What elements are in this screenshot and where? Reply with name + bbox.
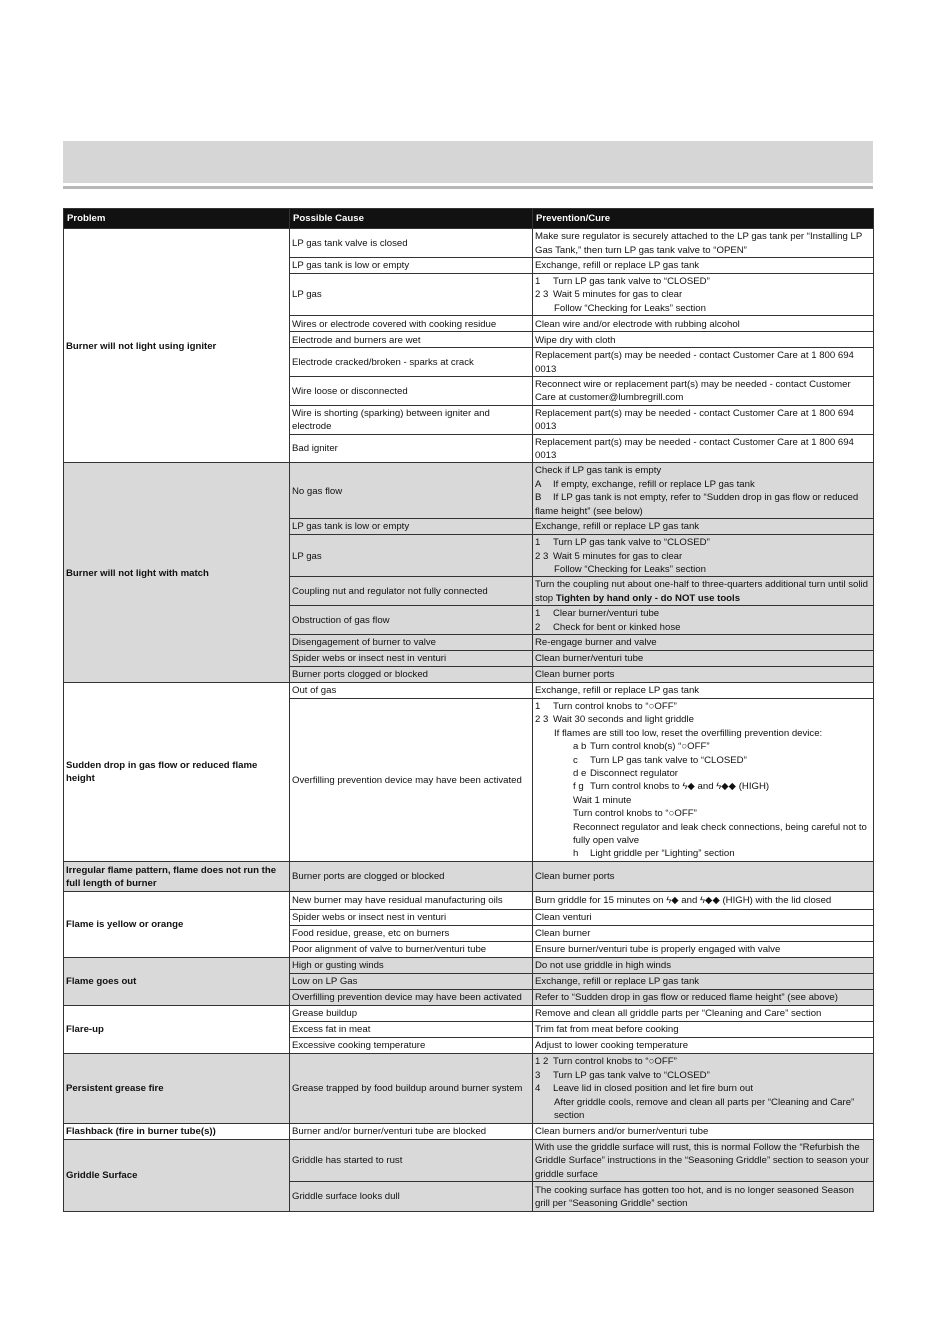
cure-cell [533, 650, 874, 666]
cure-line [535, 607, 871, 620]
cure-text: Wipe dry with cloth [535, 334, 616, 346]
cause-cell: New burner may have residual manufacturing oils [290, 891, 533, 909]
problem-cell: Persistent grease fire [64, 1053, 290, 1123]
cause-cell: Wire is shorting (sparking) between igniter and electrode [290, 405, 533, 434]
cure-text: Turn the coupling nut about one-half to three-quarters additional turn until solid stop [535, 579, 868, 604]
cure-text: Exchange, refill or replace LP gas tank [535, 976, 700, 988]
cure-cell [533, 891, 874, 909]
cure-line [535, 230, 871, 257]
cause-cell: Burner ports are clogged or blocked [290, 861, 533, 891]
cure-line [535, 436, 871, 463]
table-row [64, 957, 874, 973]
table-row [64, 1005, 874, 1021]
cure-line [535, 991, 871, 1004]
cure-line [535, 713, 871, 726]
cause-cell: Griddle surface looks dull [290, 1182, 533, 1212]
cure-line [535, 911, 871, 924]
step-number: d e [573, 768, 587, 780]
cure-line [535, 959, 871, 972]
step-number: c [573, 754, 578, 766]
problem-cell: Burner will not light using igniter [64, 229, 290, 463]
cure-cell [533, 861, 874, 891]
cure-text: If empty, exchange, refill or replace LP gas tank [553, 478, 755, 490]
cure-text: Leave lid in closed position and let fire burn out [553, 1083, 753, 1095]
cause-cell: Electrode and burners are wet [290, 332, 533, 348]
cure-text: Disconnect regulator [590, 768, 678, 780]
cure-text: If LP gas tank is not empty, refer to “Sudden drop in gas flow or reduced flame height” (see below) [535, 492, 859, 517]
cure-text: Exchange, refill or replace LP gas tank [535, 685, 700, 697]
cure-text: Exchange, refill or replace LP gas tank [535, 260, 700, 272]
cure-cell [533, 377, 874, 406]
cure-line [535, 288, 871, 301]
cause-cell: Electrode cracked/broken - sparks at crack [290, 348, 533, 377]
cure-cell [533, 682, 874, 698]
cause-cell: Wires or electrode covered with cooking residue [290, 316, 533, 332]
cure-cell [533, 332, 874, 348]
cure-line [535, 1096, 871, 1123]
cure-line [535, 975, 871, 988]
cause-cell: Spider webs or insect nest in venturi [290, 650, 533, 666]
cure-cell [533, 1037, 874, 1053]
cure-text: Wait 30 seconds and light griddle [553, 714, 694, 726]
step-number: B [535, 492, 542, 504]
cure-text: Reconnect wire or replacement part(s) may be needed - contact Customer Care at customer@lumbregrill.com [535, 379, 851, 404]
cure-text: Turn control knobs to “○OFF” [553, 701, 677, 712]
cure-text: Turn control knobs to “○OFF” [573, 808, 697, 820]
cure-line [535, 275, 871, 288]
cure-line [535, 302, 871, 315]
cure-cell [533, 258, 874, 274]
cause-cell: Grease buildup [290, 1005, 533, 1021]
cure-text: Adjust to lower cooking temperature [535, 1040, 689, 1052]
table-row [64, 1053, 874, 1123]
cure-cell [533, 1123, 874, 1139]
cure-text: Clean wire and/or electrode with rubbing alcohol [535, 318, 740, 330]
cause-cell: LP gas tank is low or empty [290, 258, 533, 274]
cure-text: The cooking surface has gotten too hot, and is no longer seasoned Season grill per “Seasoning Griddle” section [535, 1184, 854, 1210]
cure-cell [533, 941, 874, 957]
cure-text: Trim fat from meat before cooking [535, 1024, 679, 1036]
problem-cell: Griddle Surface [64, 1139, 290, 1211]
cure-text: Turn control knobs to “○OFF” [553, 1056, 677, 1068]
step-number: A [535, 478, 542, 490]
step-number: 1 [535, 276, 541, 287]
cure-text: Re-engage burner and valve [535, 637, 657, 649]
cause-cell: Burner ports clogged or blocked [290, 666, 533, 682]
cure-cell [533, 666, 874, 682]
cure-text: Follow “Checking for Leaks” section [554, 563, 706, 575]
step-number: 2 3 [535, 289, 549, 301]
cure-cell [533, 909, 874, 925]
cure-text: Turn control knobs to ϟ◆ and ϟ◆◆ (HIGH) [590, 781, 770, 793]
cure-text: Clean burners and/or burner/venturi tube [535, 1126, 709, 1138]
cure-line [535, 407, 871, 434]
cure-line [535, 847, 871, 860]
cause-cell: Griddle has started to rust [290, 1139, 533, 1181]
cure-text: If flames are still too low, reset the overfilling prevention device: [554, 727, 823, 739]
cause-cell: Wire loose or disconnected [290, 377, 533, 406]
table-row [64, 861, 874, 891]
cure-text: Replacement part(s) may be needed - contact Customer Care at 1 800 694 0013 [535, 350, 854, 375]
banner-rule [63, 186, 873, 189]
cure-text: Turn LP gas tank valve to “CLOSED” [553, 537, 710, 549]
cure-line [535, 1082, 871, 1095]
cause-cell: Overfilling prevention device may have been activated [290, 989, 533, 1005]
cure-text: Replacement part(s) may be needed - contact Customer Care at 1 800 694 0013 [535, 407, 854, 433]
header-problem: Problem [64, 209, 290, 229]
step-number: 2 [535, 621, 541, 633]
cure-line [535, 349, 871, 376]
cure-line [535, 520, 871, 533]
cure-line [535, 1184, 871, 1211]
cure-text: Wait 5 minutes for gas to clear [553, 289, 683, 301]
cause-cell: LP gas tank valve is closed [290, 229, 533, 258]
cause-cell: Excess fat in meat [290, 1021, 533, 1037]
cure-cell [533, 1005, 874, 1021]
cure-text: Burn griddle for 15 minutes on ϟ◆ and ϟ◆◆ (HIGH) with the lid closed [535, 895, 832, 907]
table-row [64, 891, 874, 909]
cure-cell [533, 1021, 874, 1037]
cure-line [535, 700, 871, 713]
cause-cell: LP gas tank is low or empty [290, 519, 533, 535]
cure-cell [533, 1053, 874, 1123]
cure-line [535, 378, 871, 405]
cure-cell [533, 698, 874, 861]
cure-text: Replacement part(s) may be needed - contact Customer Care at 1 800 694 0013 [535, 436, 854, 462]
troubleshooting-table [63, 208, 874, 1212]
cause-cell: Low on LP Gas [290, 973, 533, 989]
cure-cell [533, 989, 874, 1005]
cause-cell: LP gas [290, 535, 533, 577]
cure-text: Turn LP gas tank valve to “CLOSED” [553, 1069, 710, 1081]
cure-emphasis: Tighten by hand only - do NOT use tools [555, 592, 741, 604]
cure-line [535, 259, 871, 272]
table-row [64, 1123, 874, 1139]
cure-cell [533, 519, 874, 535]
cure-text: Clear burner/venturi tube [553, 608, 660, 620]
step-number: 1 [535, 701, 541, 712]
cure-line [535, 767, 871, 780]
step-number: f g [573, 781, 584, 793]
cure-text: Clean burner ports [535, 871, 615, 883]
problem-cell: Flame is yellow or orange [64, 891, 290, 957]
cure-cell [533, 463, 874, 519]
cure-line [535, 727, 871, 740]
cure-line [535, 927, 871, 940]
cure-line [535, 1141, 871, 1181]
step-number: h [573, 848, 579, 860]
cure-text: Do not use griddle in high winds [535, 960, 671, 972]
cure-line [535, 684, 871, 697]
cure-line [535, 1039, 871, 1052]
cure-cell [533, 316, 874, 332]
problem-cell: Flare-up [64, 1005, 290, 1053]
cure-line [535, 1125, 871, 1138]
cure-text: Turn LP gas tank valve to “CLOSED” [590, 754, 747, 766]
cure-text: Follow “Checking for Leaks” section [554, 302, 706, 314]
cure-line [535, 794, 871, 807]
cure-text: Light griddle per “Lighting” section [590, 848, 735, 860]
cure-line [535, 780, 871, 793]
cure-cell [533, 434, 874, 463]
cause-cell: Excessive cooking temperature [290, 1037, 533, 1053]
cure-line [535, 870, 871, 883]
cause-cell: Disengagement of burner to valve [290, 634, 533, 650]
cure-line [535, 754, 871, 767]
cure-cell [533, 577, 874, 606]
cure-text: Clean burner/venturi tube [535, 653, 644, 665]
cure-cell [533, 606, 874, 635]
step-number: 1 [535, 537, 541, 549]
problem-cell: Flame goes out [64, 957, 290, 1005]
cause-cell: Bad igniter [290, 434, 533, 463]
table-row [64, 463, 874, 519]
cure-text: With use the griddle surface will rust, this is normal Follow the “Refurbish the Griddle Surface” instructions in the “Seasoning Griddle” section to season your griddle surface [535, 1141, 869, 1180]
cure-line [535, 740, 871, 753]
cure-line [535, 550, 871, 563]
cure-cell [533, 634, 874, 650]
cure-text: Reconnect regulator and leak check connections, being careful not to fully open valve [573, 821, 867, 847]
table-row [64, 229, 874, 258]
cause-cell: Poor alignment of valve to burner/venturi tube [290, 941, 533, 957]
header-prevention-cure: Prevention/Cure [533, 209, 874, 229]
table-header-row [64, 209, 874, 229]
cure-cell [533, 1139, 874, 1181]
cause-cell: No gas flow [290, 463, 533, 519]
cause-cell: Overfilling prevention device may have been activated [290, 698, 533, 861]
cure-line [535, 668, 871, 681]
cause-cell: Spider webs or insect nest in venturi [290, 909, 533, 925]
cure-line [535, 318, 871, 331]
problem-cell: Sudden drop in gas flow or reduced flame height [64, 682, 290, 861]
step-number: 1 2 [535, 1056, 549, 1068]
cure-line [535, 478, 871, 491]
cure-text: Check for bent or kinked hose [553, 621, 681, 633]
cause-cell: Grease trapped by food buildup around burner system [290, 1053, 533, 1123]
cure-text: Turn LP gas tank valve to “CLOSED” [553, 276, 710, 287]
cure-line [535, 807, 871, 820]
cure-line [535, 563, 871, 576]
cure-text: Clean burner [535, 928, 591, 940]
cure-line [535, 1069, 871, 1082]
cure-cell [533, 535, 874, 577]
cure-line [535, 943, 871, 956]
cure-text: Ensure burner/venturi tube is properly engaged with valve [535, 944, 781, 956]
cure-cell [533, 973, 874, 989]
cause-cell: Coupling nut and regulator not fully connected [290, 577, 533, 606]
step-number: 2 3 [535, 714, 549, 726]
cure-line [535, 464, 871, 477]
cure-line [535, 652, 871, 665]
cure-text: Make sure regulator is securely attached to the LP gas tank per “Installing LP Gas Tank,” then turn LP gas tank valve to “OPEN” [535, 231, 863, 256]
cure-line [535, 894, 871, 907]
problem-cell: Burner will not light with match [64, 463, 290, 682]
cause-cell: Food residue, grease, etc on burners [290, 925, 533, 941]
cure-line [535, 1023, 871, 1036]
problem-cell: Flashback (fire in burner tube(s)) [64, 1123, 290, 1139]
cure-line [535, 1007, 871, 1020]
step-number: a b [573, 741, 587, 753]
cure-text: Turn control knob(s) “○OFF” [590, 741, 710, 753]
cure-text: Wait 1 minute [573, 794, 632, 806]
cure-cell [533, 405, 874, 434]
cure-text: Check if LP gas tank is empty [535, 465, 662, 477]
cause-cell: Obstruction of gas flow [290, 606, 533, 635]
section-banner [63, 141, 873, 183]
cure-text: Clean venturi [535, 912, 592, 924]
step-number: 3 [535, 1069, 541, 1081]
step-number: 1 [535, 608, 541, 620]
cure-cell [533, 348, 874, 377]
cure-text: Wait 5 minutes for gas to clear [553, 550, 683, 562]
cure-text: After griddle cools, remove and clean all parts per “Cleaning and Care” section [554, 1096, 855, 1122]
table-row [64, 1139, 874, 1181]
cause-cell: High or gusting winds [290, 957, 533, 973]
cure-cell [533, 957, 874, 973]
cause-cell: LP gas [290, 274, 533, 316]
cure-line [535, 578, 871, 605]
cure-cell [533, 925, 874, 941]
cure-line [535, 621, 871, 634]
cause-cell: Out of gas [290, 682, 533, 698]
cause-cell: Burner and/or burner/venturi tube are blocked [290, 1123, 533, 1139]
step-number: 4 [535, 1083, 541, 1095]
cure-text: Clean burner ports [535, 669, 615, 681]
cure-line [535, 636, 871, 649]
cure-line [535, 491, 871, 518]
table-row [64, 682, 874, 698]
cure-text: Remove and clean all griddle parts per “Cleaning and Care” section [535, 1008, 822, 1020]
step-number: 2 3 [535, 550, 549, 562]
cure-line [535, 821, 871, 848]
cure-text: Refer to “Sudden drop in gas flow or reduced flame height” (see above) [535, 992, 838, 1004]
cure-cell [533, 1182, 874, 1212]
cure-text: Exchange, refill or replace LP gas tank [535, 521, 700, 533]
problem-cell: Irregular flame pattern, flame does not run the full length of burner [64, 861, 290, 891]
cure-line [535, 334, 871, 347]
cure-cell [533, 229, 874, 258]
header-possible-cause: Possible Cause [290, 209, 533, 229]
cure-cell [533, 274, 874, 316]
cure-line [535, 1055, 871, 1068]
cure-line [535, 536, 871, 549]
